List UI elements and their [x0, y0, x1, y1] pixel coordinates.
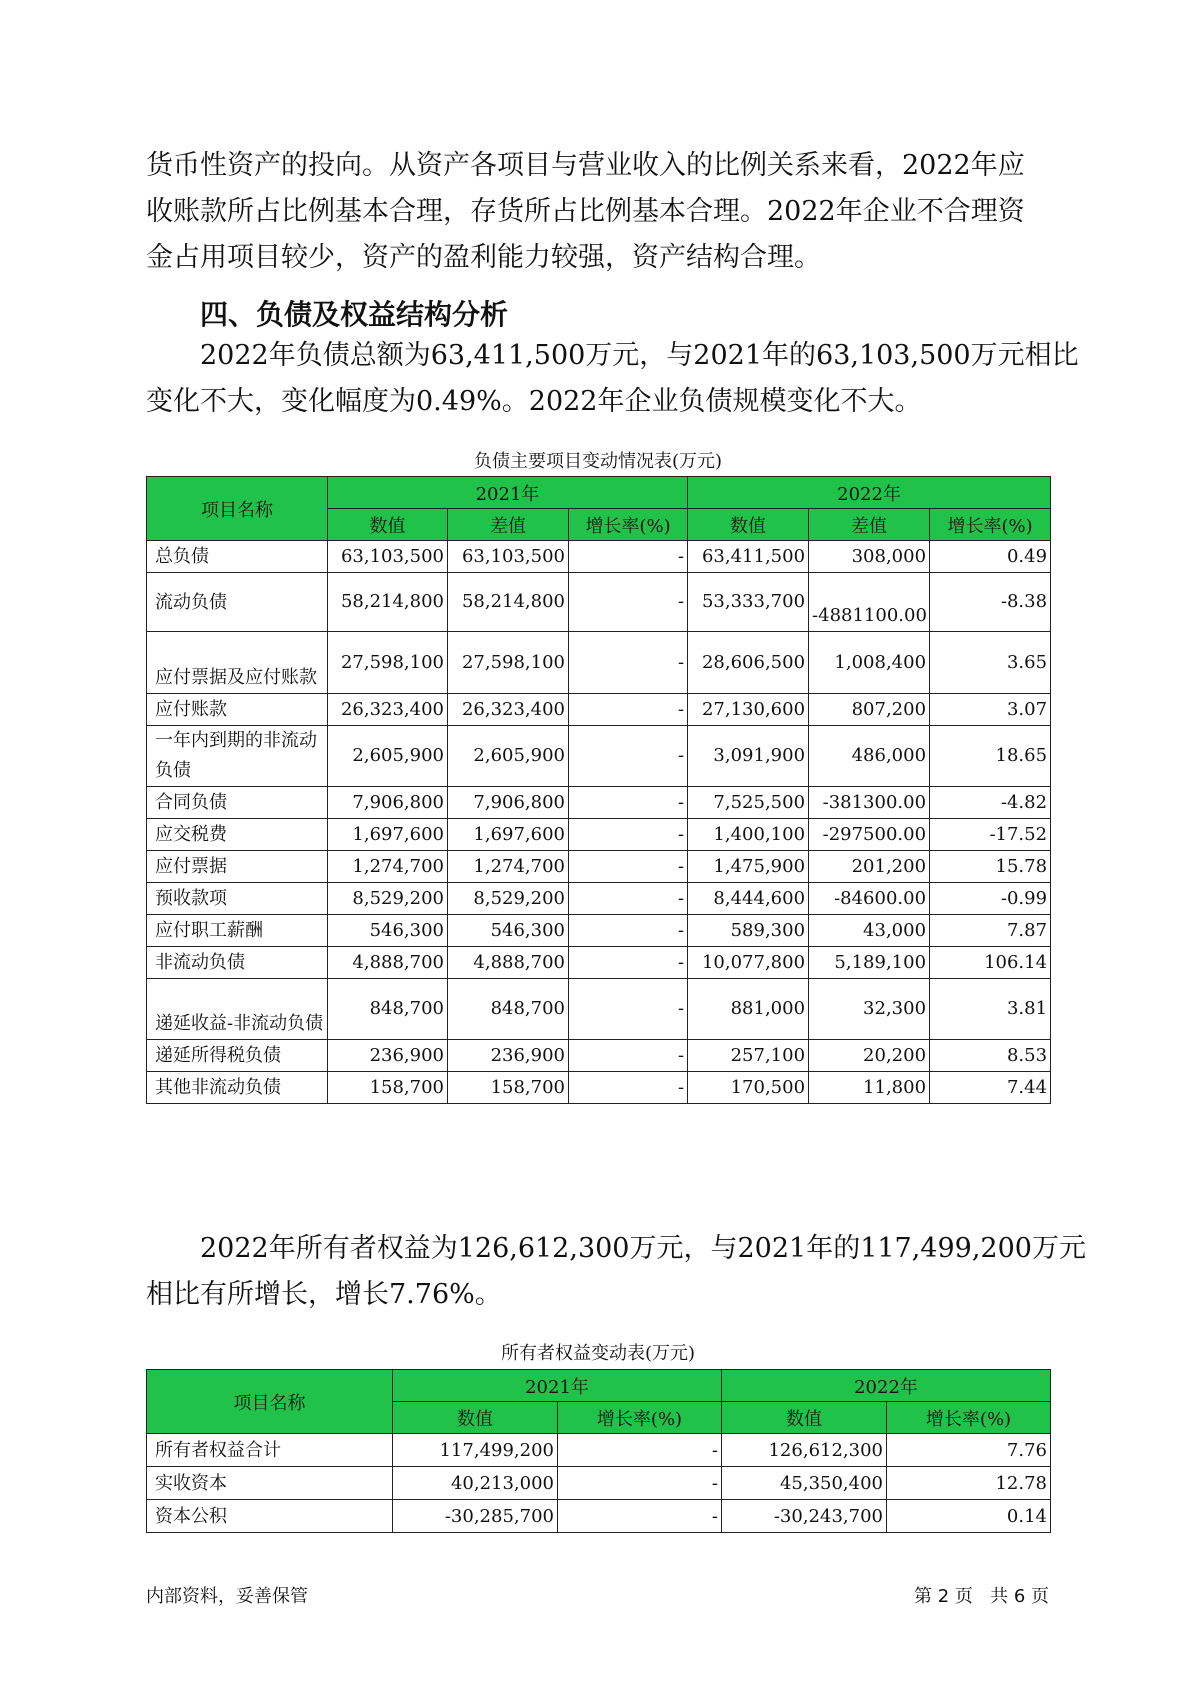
- sub-header-growth: 增长率(%): [887, 1402, 1051, 1434]
- cell-diff: 308,000: [809, 541, 930, 573]
- cell-growth: -: [569, 573, 688, 632]
- table-row: [147, 1434, 1051, 1467]
- col-header-year-2022: 2022年: [722, 1370, 1051, 1402]
- row-label: 所有者权益合计: [147, 1434, 393, 1467]
- cell-growth: 3.81: [930, 979, 1051, 1040]
- table-row: [147, 1072, 1051, 1104]
- col-header-name: 项目名称: [147, 477, 328, 541]
- table-row: [147, 632, 1051, 694]
- cell-diff: 4,888,700: [448, 947, 569, 979]
- row-label: 流动负债: [147, 573, 328, 632]
- col-header-name: 项目名称: [147, 1370, 393, 1434]
- table-row: [147, 726, 1051, 787]
- equity-line: 相比有所增长，增长7.76%。: [146, 1279, 502, 1310]
- sub-header-value: 数值: [393, 1402, 558, 1434]
- row-label: 应付账款: [147, 694, 328, 726]
- cell-growth: 3.07: [930, 694, 1051, 726]
- sub-header-growth: 增长率(%): [930, 509, 1051, 541]
- sub-header-diff: 差值: [448, 509, 569, 541]
- cell-growth: -17.52: [930, 819, 1051, 851]
- cell-growth: -: [569, 694, 688, 726]
- cell-diff: 26,323,400: [448, 694, 569, 726]
- cell-growth: -: [569, 632, 688, 694]
- table-row: [147, 851, 1051, 883]
- table-row: [147, 883, 1051, 915]
- cell-value: 2,605,900: [328, 726, 448, 787]
- cell-growth: 0.14: [887, 1500, 1051, 1533]
- table-row: [147, 819, 1051, 851]
- cell-growth: -8.38: [930, 573, 1051, 632]
- cell-value: 1,697,600: [328, 819, 448, 851]
- table-row: [147, 1500, 1051, 1533]
- footer-page-number: 第 2 页 共 6 页: [914, 1586, 1049, 1607]
- equity-line: 2022年所有者权益为126,612,300万元，与2021年的117,499,200万元: [200, 1233, 1086, 1264]
- cell-diff: 236,900: [448, 1040, 569, 1072]
- sub-header-value: 数值: [688, 509, 809, 541]
- cell-value: 27,598,100: [328, 632, 448, 694]
- table1-caption: 负债主要项目变动情况表(万元): [473, 451, 723, 472]
- cell-diff: 1,008,400: [809, 632, 930, 694]
- cell-value: 1,475,900: [688, 851, 809, 883]
- cell-value: 126,612,300: [722, 1434, 887, 1467]
- cell-value: 546,300: [328, 915, 448, 947]
- col-header-year-2021: 2021年: [328, 477, 688, 509]
- cell-growth: 15.78: [930, 851, 1051, 883]
- row-label: 应付职工薪酬: [147, 915, 328, 947]
- cell-growth: -: [569, 883, 688, 915]
- cell-value: 40,213,000: [393, 1467, 558, 1500]
- cell-growth: -: [569, 787, 688, 819]
- row-label: 预收款项: [147, 883, 328, 915]
- cell-diff: 486,000: [809, 726, 930, 787]
- cell-growth: -: [569, 726, 688, 787]
- liability-line: 变化不大，变化幅度为0.49%。2022年企业负债规模变化不大。: [146, 386, 922, 417]
- row-label: 资本公积: [147, 1500, 393, 1533]
- cell-diff: 848,700: [448, 979, 569, 1040]
- cell-growth: 0.49: [930, 541, 1051, 573]
- cell-diff: -297500.00: [809, 819, 930, 851]
- row-label: 应交税费: [147, 819, 328, 851]
- sub-header-growth: 增长率(%): [569, 509, 688, 541]
- footer-confidential: 内部资料，妥善保管: [146, 1586, 308, 1607]
- sub-header-value: 数值: [722, 1402, 887, 1434]
- sub-header-growth: 增长率(%): [558, 1402, 722, 1434]
- cell-value: 53,333,700: [688, 573, 809, 632]
- cell-diff: 1,697,600: [448, 819, 569, 851]
- cell-value: 848,700: [328, 979, 448, 1040]
- liability-paragraph: [146, 333, 1079, 425]
- cell-value: 7,525,500: [688, 787, 809, 819]
- section-heading: 四、负债及权益结构分析: [200, 298, 509, 331]
- cell-growth: -: [569, 1040, 688, 1072]
- cell-value: 26,323,400: [328, 694, 448, 726]
- table-row: [147, 915, 1051, 947]
- cell-growth: -0.99: [930, 883, 1051, 915]
- sub-header-value: 数值: [328, 509, 448, 541]
- intro-line: 金占用项目较少，资产的盈利能力较强，资产结构合理。: [146, 242, 821, 273]
- cell-growth: 12.78: [887, 1467, 1051, 1500]
- liability-table: [146, 476, 1051, 1104]
- cell-growth: -: [569, 1072, 688, 1104]
- cell-diff: -381300.00: [809, 787, 930, 819]
- cell-diff: 201,200: [809, 851, 930, 883]
- cell-value: 45,350,400: [722, 1467, 887, 1500]
- cell-growth: 7.44: [930, 1072, 1051, 1104]
- cell-value: -30,243,700: [722, 1500, 887, 1533]
- cell-growth: -: [558, 1434, 722, 1467]
- row-label: 递延所得税负债: [147, 1040, 328, 1072]
- intro-line: 收账款所占比例基本合理，存货所占比例基本合理。2022年企业不合理资: [146, 196, 1025, 227]
- cell-growth: -: [569, 915, 688, 947]
- cell-growth: -: [569, 851, 688, 883]
- cell-diff: -4881100.00: [809, 573, 930, 632]
- table2-caption: 所有者权益变动表(万元): [500, 1343, 696, 1364]
- row-label: 应付票据及应付账款: [147, 632, 328, 694]
- cell-growth: 106.14: [930, 947, 1051, 979]
- cell-value: 8,529,200: [328, 883, 448, 915]
- cell-diff: 5,189,100: [809, 947, 930, 979]
- cell-diff: -84600.00: [809, 883, 930, 915]
- cell-diff: 11,800: [809, 1072, 930, 1104]
- cell-value: 63,411,500: [688, 541, 809, 573]
- cell-value: -30,285,700: [393, 1500, 558, 1533]
- cell-growth: 3.65: [930, 632, 1051, 694]
- cell-growth: -: [558, 1467, 722, 1500]
- cell-diff: 58,214,800: [448, 573, 569, 632]
- cell-value: 8,444,600: [688, 883, 809, 915]
- row-label: 一年内到期的非流动负债: [147, 726, 328, 787]
- intro-line: 货币性资产的投向。从资产各项目与营业收入的比例关系来看，2022年应: [146, 150, 1025, 181]
- cell-diff: 807,200: [809, 694, 930, 726]
- row-label: 总负债: [147, 541, 328, 573]
- table-row: [147, 979, 1051, 1040]
- row-label: 其他非流动负债: [147, 1072, 328, 1104]
- cell-value: 27,130,600: [688, 694, 809, 726]
- cell-diff: 20,200: [809, 1040, 930, 1072]
- cell-growth: -: [569, 819, 688, 851]
- cell-value: 4,888,700: [328, 947, 448, 979]
- liability-line: 2022年负债总额为63,411,500万元，与2021年的63,103,500万元相比: [200, 340, 1079, 371]
- table-row: [147, 1467, 1051, 1500]
- cell-diff: 546,300: [448, 915, 569, 947]
- cell-value: 881,000: [688, 979, 809, 1040]
- cell-value: 1,400,100: [688, 819, 809, 851]
- cell-growth: -: [569, 947, 688, 979]
- row-label: 实收资本: [147, 1467, 393, 1500]
- cell-diff: 158,700: [448, 1072, 569, 1104]
- cell-value: 10,077,800: [688, 947, 809, 979]
- row-label: 非流动负债: [147, 947, 328, 979]
- cell-value: 170,500: [688, 1072, 809, 1104]
- cell-value: 1,274,700: [328, 851, 448, 883]
- cell-value: 117,499,200: [393, 1434, 558, 1467]
- equity-paragraph: [146, 1226, 1086, 1318]
- table-row: [147, 573, 1051, 632]
- row-label: 应付票据: [147, 851, 328, 883]
- cell-value: 63,103,500: [328, 541, 448, 573]
- cell-value: 158,700: [328, 1072, 448, 1104]
- cell-growth: 8.53: [930, 1040, 1051, 1072]
- cell-growth: 18.65: [930, 726, 1051, 787]
- table-row: [147, 787, 1051, 819]
- sub-header-diff: 差值: [809, 509, 930, 541]
- table-row: [147, 694, 1051, 726]
- cell-diff: 7,906,800: [448, 787, 569, 819]
- equity-table: [146, 1369, 1051, 1533]
- col-header-year-2021: 2021年: [393, 1370, 722, 1402]
- cell-diff: 43,000: [809, 915, 930, 947]
- cell-growth: -: [558, 1500, 722, 1533]
- cell-diff: 32,300: [809, 979, 930, 1040]
- cell-diff: 8,529,200: [448, 883, 569, 915]
- cell-value: 589,300: [688, 915, 809, 947]
- cell-diff: 2,605,900: [448, 726, 569, 787]
- cell-value: 236,900: [328, 1040, 448, 1072]
- intro-paragraph: [146, 143, 1046, 281]
- table-row: [147, 1040, 1051, 1072]
- table-row: [147, 947, 1051, 979]
- cell-growth: 7.87: [930, 915, 1051, 947]
- cell-growth: 7.76: [887, 1434, 1051, 1467]
- col-header-year-2022: 2022年: [688, 477, 1051, 509]
- cell-growth: -: [569, 541, 688, 573]
- cell-diff: 1,274,700: [448, 851, 569, 883]
- table-row: [147, 541, 1051, 573]
- cell-value: 7,906,800: [328, 787, 448, 819]
- cell-growth: -4.82: [930, 787, 1051, 819]
- cell-value: 3,091,900: [688, 726, 809, 787]
- cell-value: 28,606,500: [688, 632, 809, 694]
- cell-diff: 27,598,100: [448, 632, 569, 694]
- cell-growth: -: [569, 979, 688, 1040]
- cell-value: 257,100: [688, 1040, 809, 1072]
- row-label: 合同负债: [147, 787, 328, 819]
- row-label: 递延收益-非流动负债: [147, 979, 328, 1040]
- cell-diff: 63,103,500: [448, 541, 569, 573]
- cell-value: 58,214,800: [328, 573, 448, 632]
